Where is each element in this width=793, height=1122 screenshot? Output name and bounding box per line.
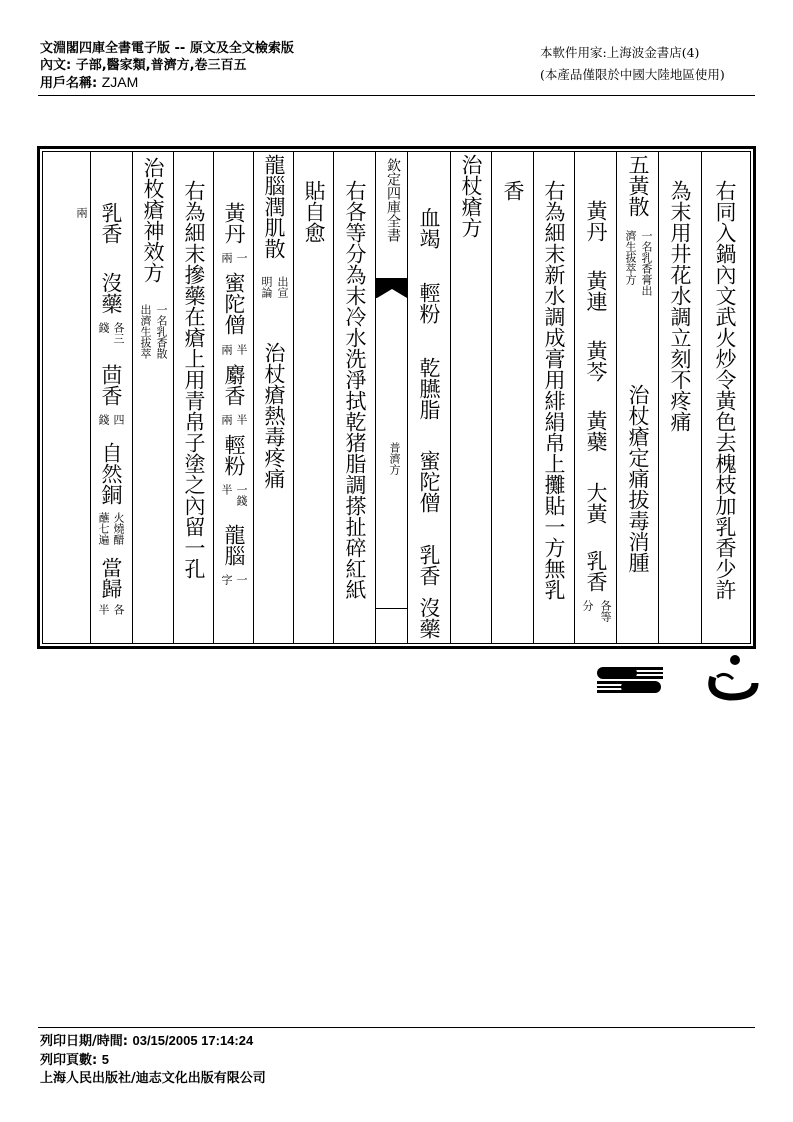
text-column-7: [450, 152, 491, 643]
text-main: 香: [501, 180, 525, 201]
text-column-11: [293, 152, 333, 643]
annotation-right: 各三: [112, 322, 125, 344]
annotation-left: 明論: [260, 276, 273, 298]
annotation-right: 一錢: [235, 484, 248, 506]
annotation-left: 錢: [97, 414, 110, 425]
user-label: 用戶名稱:: [40, 76, 98, 91]
text-column-17: [43, 152, 90, 643]
annotation-right: 出宣: [276, 276, 289, 298]
app-title: 文淵閣四庫全書電子版 -- 原文及全文檢索版: [40, 41, 294, 56]
annotation-left: 兩: [220, 344, 233, 355]
print-pages-row: [40, 1051, 266, 1070]
text-main: 蜜陀僧: [222, 272, 246, 335]
text-column-4: [574, 152, 616, 643]
text-main: 乳香: [584, 550, 608, 592]
publishers: 上海人民出版社/迪志文化出版有限公司: [40, 1071, 266, 1086]
annotation-right: 各等: [599, 600, 612, 622]
text-main: 沒藥: [99, 272, 123, 314]
annotation-left: 半: [220, 484, 233, 495]
annotation-right: 一: [235, 574, 248, 585]
annotation-left: 半: [97, 604, 110, 615]
annotation-left: 蘸七遍: [97, 512, 110, 545]
text-main: 沒藥: [417, 597, 441, 639]
text-column-1: [701, 152, 752, 643]
content-label: 內文:: [40, 58, 72, 73]
annotation-left: 字: [220, 574, 233, 585]
text-column-16: [90, 152, 132, 643]
text-main: 蜜陀僧: [417, 450, 441, 513]
text-main: 輕粉: [222, 434, 246, 476]
user-row: [40, 74, 294, 92]
text-main: 血竭: [417, 207, 441, 249]
annotation-left: 濟生拔萃方: [624, 230, 637, 285]
text-main: 茴香: [99, 364, 123, 406]
text-main: 貼自愈: [302, 180, 326, 243]
text-main: 乳香: [417, 544, 441, 586]
annotation-right: 一名乳香膏出: [640, 230, 653, 296]
text-column-6: [491, 152, 533, 643]
text-column-13: [213, 152, 253, 643]
banner-title: 欽定四庫全書: [385, 158, 401, 242]
text-main: 治杖瘡定痛拔毒消腫: [626, 384, 650, 573]
text-main: 黃連: [584, 270, 608, 312]
text-main: 黃芩: [584, 340, 608, 382]
text-main: 龍腦潤肌散: [262, 154, 286, 259]
text-column-3: [616, 152, 658, 643]
text-column-12: [253, 152, 293, 643]
header-left: [40, 40, 294, 92]
annotation-right: 一: [235, 252, 248, 263]
center-banner-column: [375, 152, 407, 643]
page-frame: [37, 146, 756, 649]
text-main: 大黃: [584, 482, 608, 524]
text-main: 當歸: [99, 557, 123, 599]
annotation-left: 出濟生拔萃: [139, 304, 152, 359]
footer: [40, 1032, 266, 1088]
annotation-left: 兩: [220, 252, 233, 263]
annotation-right: 半: [235, 414, 248, 425]
annotation: 兩: [75, 207, 88, 218]
print-pages-label: 列印頁數:: [40, 1053, 98, 1068]
licensee: 本軟件用家:上海波金書店(4): [540, 45, 700, 60]
annotation-left: 分: [581, 600, 594, 611]
content-path: 子部,醫家類,普濟方,卷三百五: [75, 58, 247, 73]
text-main: 為末用井花水調立刻不疼痛: [668, 180, 692, 432]
text-column-8: [407, 152, 450, 643]
text-main: 自然銅: [99, 442, 123, 505]
print-datetime-row: [40, 1032, 266, 1051]
text-column-10: [333, 152, 375, 643]
text-main: 右各等分為末冷水洗淨拭乾猪脂調搽扯碎紅紙: [343, 180, 367, 600]
header-divider: [38, 95, 755, 96]
text-main: 右為細末摻藥在瘡上用青帛子塗之內留一孔: [182, 180, 206, 579]
page-inner-border: [42, 151, 751, 644]
annotation-right: 半: [235, 344, 248, 355]
banner-divider: [376, 608, 407, 609]
banner-subtitle: 普濟方: [388, 442, 401, 475]
fish-tail-mark: [376, 278, 407, 298]
publisher-logos: [595, 655, 760, 705]
footer-divider: [38, 1027, 755, 1028]
print-datetime-label: 列印日期/時間:: [40, 1034, 128, 1049]
annotation-right: 一名乳香散: [155, 304, 168, 359]
user-value: ZJAM: [101, 74, 139, 90]
text-column-2: [658, 152, 701, 643]
print-datetime-value: 03/15/2005 17:14:24: [132, 1033, 254, 1048]
text-main: 輕粉: [417, 282, 441, 324]
text-main: 乳香: [99, 202, 123, 244]
text-main: 乾臙脂: [417, 357, 441, 420]
annotation-left: 兩: [220, 414, 233, 425]
text-main: 右為細末新水調成膏用緋絹帛上攤貼一方無乳: [542, 180, 566, 600]
annotation-right: 各: [112, 604, 125, 615]
text-main: 麝香: [222, 364, 246, 406]
annotation-left: 錢: [97, 322, 110, 333]
text-main: 右同入鍋內文武火炒令黃色去槐枝加乳香少許: [713, 180, 737, 600]
text-main: 龍腦: [222, 524, 246, 566]
text-main: 黃蘗: [584, 410, 608, 452]
books-logo-icon: [595, 655, 760, 705]
text-column-5: [533, 152, 574, 643]
text-column-14: [173, 152, 213, 643]
content-path-row: [40, 57, 294, 74]
text-column-15: [132, 152, 173, 643]
region-notice: (本產品僅限於中國大陸地區使用): [540, 67, 725, 82]
print-pages-value: 5: [101, 1052, 109, 1067]
annotation-right: 四: [112, 414, 125, 425]
text-main: 治枚瘡神效方: [141, 157, 165, 283]
text-main: 五黃散: [626, 154, 650, 217]
text-main: 黃丹: [222, 202, 246, 244]
text-main: 治杖瘡方: [459, 154, 483, 238]
text-main: 治杖瘡熱毒疼痛: [262, 342, 286, 489]
text-main: 黃丹: [584, 200, 608, 242]
header-right: [540, 42, 725, 86]
annotation-right: 火燒醋: [112, 512, 125, 545]
